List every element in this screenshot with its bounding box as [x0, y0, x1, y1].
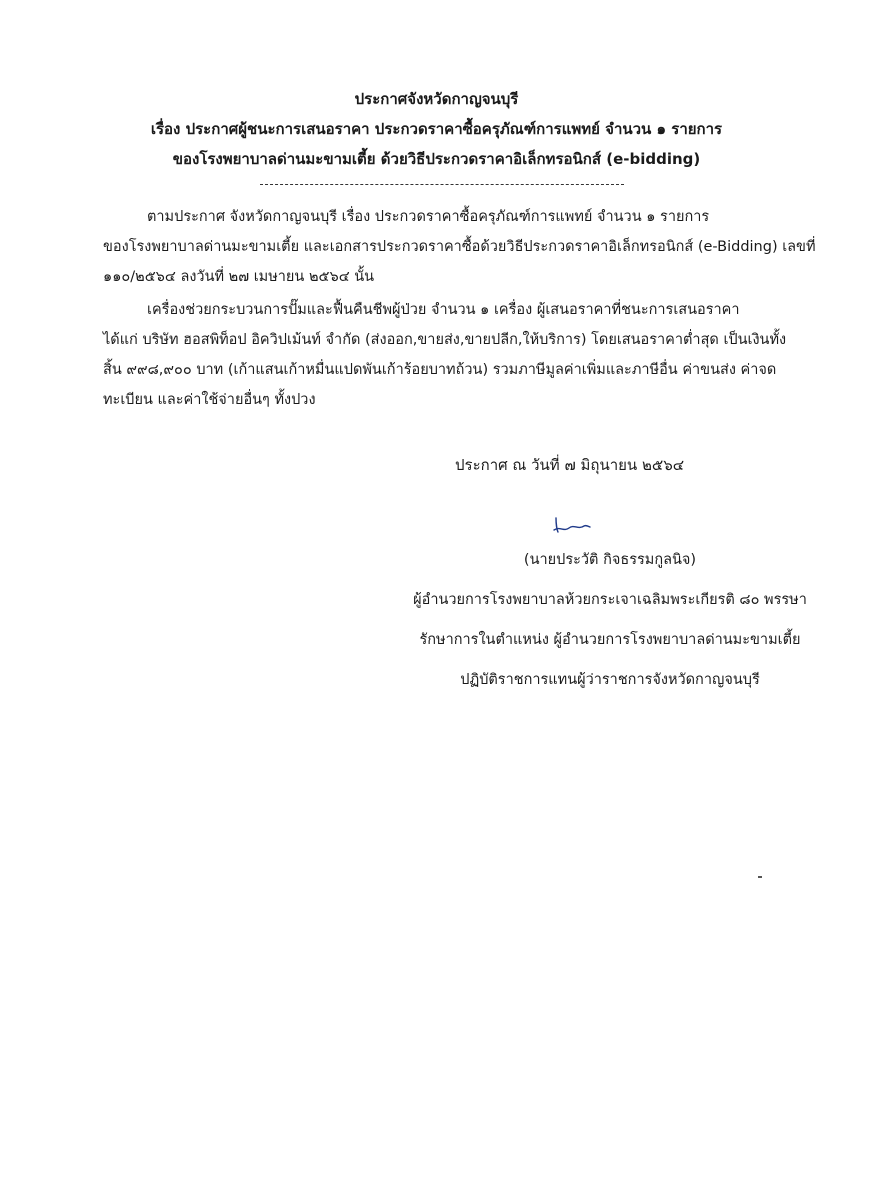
paragraph-line: ตามประกาศ จังหวัดกาญจนบุรี เรื่อง ประกวดราคาซื้อครุภัณฑ์การแพทย์ จำนวน ๑ รายการ	[147, 209, 710, 225]
header-subject-continued: ของโรงพยาบาลด่านมะขามเตี้ย ด้วยวิธีประกวดราคาอิเล็กทรอนิกส์ (e-bidding)	[172, 150, 701, 168]
header-title: ประกาศจังหวัดกาญจนบุรี	[354, 90, 519, 108]
header-subject: เรื่อง ประกาศผู้ชนะการเสนอราคา ประกวดราคาซื้อครุภัณฑ์การแพทย์ จำนวน ๑ รายการ	[150, 120, 723, 138]
paragraph-line: สิ้น ๙๙๘,๙๐๐ บาท (เก้าแสนเก้าหมื่นแปดพันเก้าร้อยบาทถ้วน) รวมภาษีมูลค่าเพิ่มและภาษีอื่น ค่าขนส่ง ค่าจด	[103, 362, 777, 378]
paragraph-reference	[103, 202, 816, 292]
paragraph-line: เครื่องช่วยกระบวนการปั๊มและฟื้นคืนชีพผู้ป่วย จำนวน ๑ เครื่อง ผู้เสนอราคาที่ชนะการเสนอราคา	[147, 302, 740, 318]
signer-position: ผู้อำนวยการโรงพยาบาลห้วยกระเจาเฉลิมพระเกียรติ ๘๐ พรรษา	[413, 592, 807, 608]
paragraph-line: ทะเบียน และค่าใช้จ่ายอื่นๆ ทั้งปวง	[103, 392, 316, 408]
handwritten-signature	[542, 510, 602, 540]
paragraph-line: ๑๑๐/๒๕๖๔ ลงวันที่ ๒๗ เมษายน ๒๕๖๔ นั้น	[103, 269, 375, 285]
announcement-date: ประกาศ ณ วันที่ ๗ มิถุนายน ๒๕๖๔	[455, 456, 685, 474]
dashed-separator	[260, 184, 624, 185]
paragraph-line: ของโรงพยาบาลด่านมะขามเตี้ย และเอกสารประกวดราคาซื้อด้วยวิธีประกวดราคาอิเล็กทรอนิกส์ (e-Bidding) เลขที่	[103, 239, 816, 255]
signer-block	[300, 540, 873, 700]
scan-speck	[758, 876, 762, 878]
paragraph-award	[103, 295, 787, 415]
signer-name: (นายประวัติ กิจธรรมกูลนิจ)	[523, 552, 697, 568]
signer-acting-position: รักษาการในตำแหน่ง ผู้อำนวยการโรงพยาบาลด่านมะขามเตี้ย	[419, 632, 801, 648]
document-header	[0, 84, 873, 174]
signer-delegation: ปฏิบัติราชการแทนผู้ว่าราชการจังหวัดกาญจนบุรี	[460, 672, 760, 688]
paragraph-line: ได้แก่ บริษัท ฮอสพิท็อป อิควิปเม้นท์ จำกัด (ส่งออก,ขายส่ง,ขายปลีก,ให้บริการ) โดยเสนอราคาต่ำสุด เป็นเงินทั้ง	[103, 332, 787, 348]
